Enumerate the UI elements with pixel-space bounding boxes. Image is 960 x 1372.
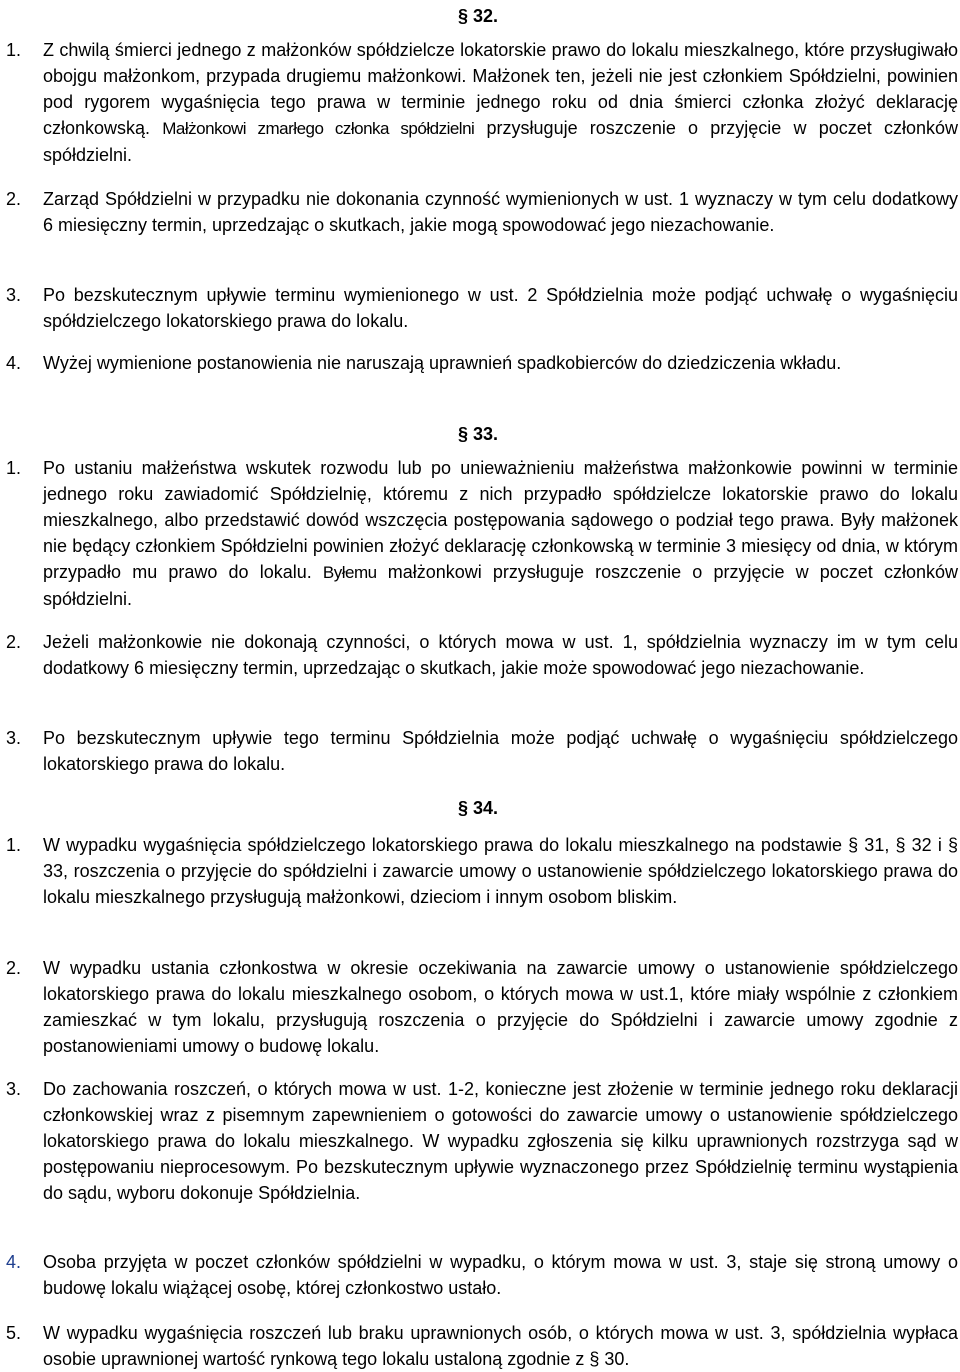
paragraph-text: Po bezskutecznym upływie tego terminu Spółdzielnia może podjąć uchwałę o wygaśnięciu spółdzielczego lokatorskiego prawa do lokalu. [43, 728, 958, 774]
paragraph-number: 2. [6, 632, 22, 652]
paragraph-text: Zarząd Spółdzielni w przypadku nie dokonania czynność wymienionych w ust. 1 wyznaczy w tym celu dodatkowy 6 miesięczny termin, uprzedzając o skutkach, jakie mogą spowodować jego niezachowanie. [43, 189, 958, 235]
paragraph-number: 4. [6, 1252, 22, 1272]
paragraph-number: 1. [6, 40, 22, 60]
section-heading-32: § 32. [458, 6, 499, 26]
paragraph-number: 3. [6, 285, 22, 305]
paragraph-text: Jeżeli małżonkowie nie dokonają czynności, o których mowa w ust. 1, spółdzielnia wyznaczy im w tym celu dodatkowy 6 miesięczny termin, uprzedzając o skutkach, jakie może spowodować jego niezachowanie. [43, 632, 958, 678]
paragraph-text: W wypadku wygaśnięcia spółdzielczego lokatorskiego prawa do lokalu mieszkalnego na podstawie § 31, § 32 i § 33, roszczenia o przyjęcie do spółdzielni i zawarcie umowy o ustanowienie spółdzielczego lokatorskiego prawa do lokalu mieszkalnego przysługują małżonkowi, dzieciom i innym osobom bliskim. [43, 835, 958, 907]
paragraph-number: 2. [6, 189, 22, 209]
section-heading-34: § 34. [458, 798, 499, 818]
paragraph-number: 4. [6, 353, 22, 373]
paragraph-text: Osoba przyjęta w poczet członków spółdzielni w wypadku, o którym mowa w ust. 3, staje się stroną umowy o budowę lokalu wiążącej osobę, której członkostwo ustało. [43, 1252, 958, 1298]
paragraph-34-3 [6, 1076, 958, 1206]
paragraph-33-3 [6, 725, 958, 777]
paragraph-34-1 [6, 832, 958, 910]
paragraph-text: Po bezskutecznym upływie terminu wymienionego w ust. 2 Spółdzielnia może podjąć uchwałę o wygaśnięciu spółdzielczego lokatorskiego prawa do lokalu. [43, 285, 958, 331]
paragraph-text: W wypadku wygaśnięcia roszczeń lub braku uprawnionych osób, o których mowa w ust. 3, spółdzielnia wypłaca osobie uprawnionej wartość rynkową tego lokalu ustaloną zgodnie z § 30. [43, 1323, 958, 1369]
paragraph-text: W wypadku ustania członkostwa w okresie oczekiwania na zawarcie umowy o ustanowienie spółdzielczego lokatorskiego prawa do lokalu mieszkalnego osobom, o których mowa w ust.1, które miały wspólnie z członkiem zamieszkać w tym lokalu, przysługują roszczenia o przyjęcie do Spółdzielni i zawarcie umowy zgodnie z postanowieniami umowy o budowę lokalu. [43, 958, 958, 1056]
paragraph-text-continued: przysługuje roszczenie o przyjęcie w poczet członków spółdzielni. [43, 118, 958, 165]
paragraph-text-condensed: Byłemu [322, 563, 377, 582]
paragraph-34-5 [6, 1320, 958, 1372]
paragraph-34-4 [6, 1249, 958, 1301]
paragraph-number: 3. [6, 1079, 22, 1099]
paragraph-number: 5. [6, 1323, 22, 1343]
paragraph-number: 1. [6, 458, 22, 478]
paragraph-text-condensed: Małżonkowi zmarłego członka spółdzielni [162, 119, 475, 138]
paragraph-33-2 [6, 629, 958, 681]
paragraph-text: Do zachowania roszczeń, o których mowa w ust. 1-2, konieczne jest złożenie w terminie jednego roku deklaracji członkowskiej wraz z pisemnym zapewnieniem o gotowości do zawarcie umowy o ustanowienie spółdzielczego lokatorskiego prawa do lokalu mieszkalnego. W wypadku zgłoszenia się kilku uprawnionych rozstrzyga sąd w postępowaniu nieprocesowym. Po bezskutecznym upływie wyznaczonego przez Spółdzielnię terminu wystąpienia do sądu, wyboru dokonuje Spółdzielnia. [43, 1079, 958, 1203]
paragraph-34-2 [6, 955, 958, 1059]
paragraph-number: 2. [6, 958, 22, 978]
paragraph-32-2 [6, 186, 958, 238]
section-heading-33: § 33. [458, 424, 499, 444]
paragraph-number: 1. [6, 835, 22, 855]
paragraph-text: Wyżej wymienione postanowienia nie naruszają uprawnień spadkobierców do dziedziczenia wkładu. [43, 353, 842, 373]
paragraph-text-continued: małżonkowi przysługuje roszczenie o przyjęcie w poczet członków spółdzielni. [43, 562, 958, 609]
paragraph-32-1 [6, 37, 958, 168]
paragraph-text: Z chwilą śmierci jednego z małżonków spółdzielcze lokatorskie prawo do lokalu mieszkalnego, które przysługiwało obojgu małżonkom, przypada drugiemu małżonkowi. Małżonek ten, jeżeli nie jest członkiem Spółdzielni, powinien pod rygorem wygaśnięcia tego prawa w terminie jednego roku od dnia śmierci członka złożyć deklarację członkowską. [43, 40, 958, 138]
paragraph-32-4 [6, 350, 958, 376]
paragraph-text: Po ustaniu małżeństwa wskutek rozwodu lub po unieważnieniu małżeństwa małżonkowie powinni w terminie jednego roku zawiadomić Spółdzielnię, któremu z nich przypadło spółdzielcze lokatorskie prawo do lokalu mieszkalnego, albo przedstawić dowód wszczęcia postępowania sądowego o podział tego prawa. Były małżonek nie będący członkiem Spółdzielni powinien złożyć deklarację członkowską w terminie 3 miesięcy od dnia, w którym przypadło mu prawo do lokalu. [43, 458, 958, 582]
paragraph-number: 3. [6, 728, 22, 748]
paragraph-33-1 [6, 455, 958, 612]
paragraph-32-3 [6, 282, 958, 334]
